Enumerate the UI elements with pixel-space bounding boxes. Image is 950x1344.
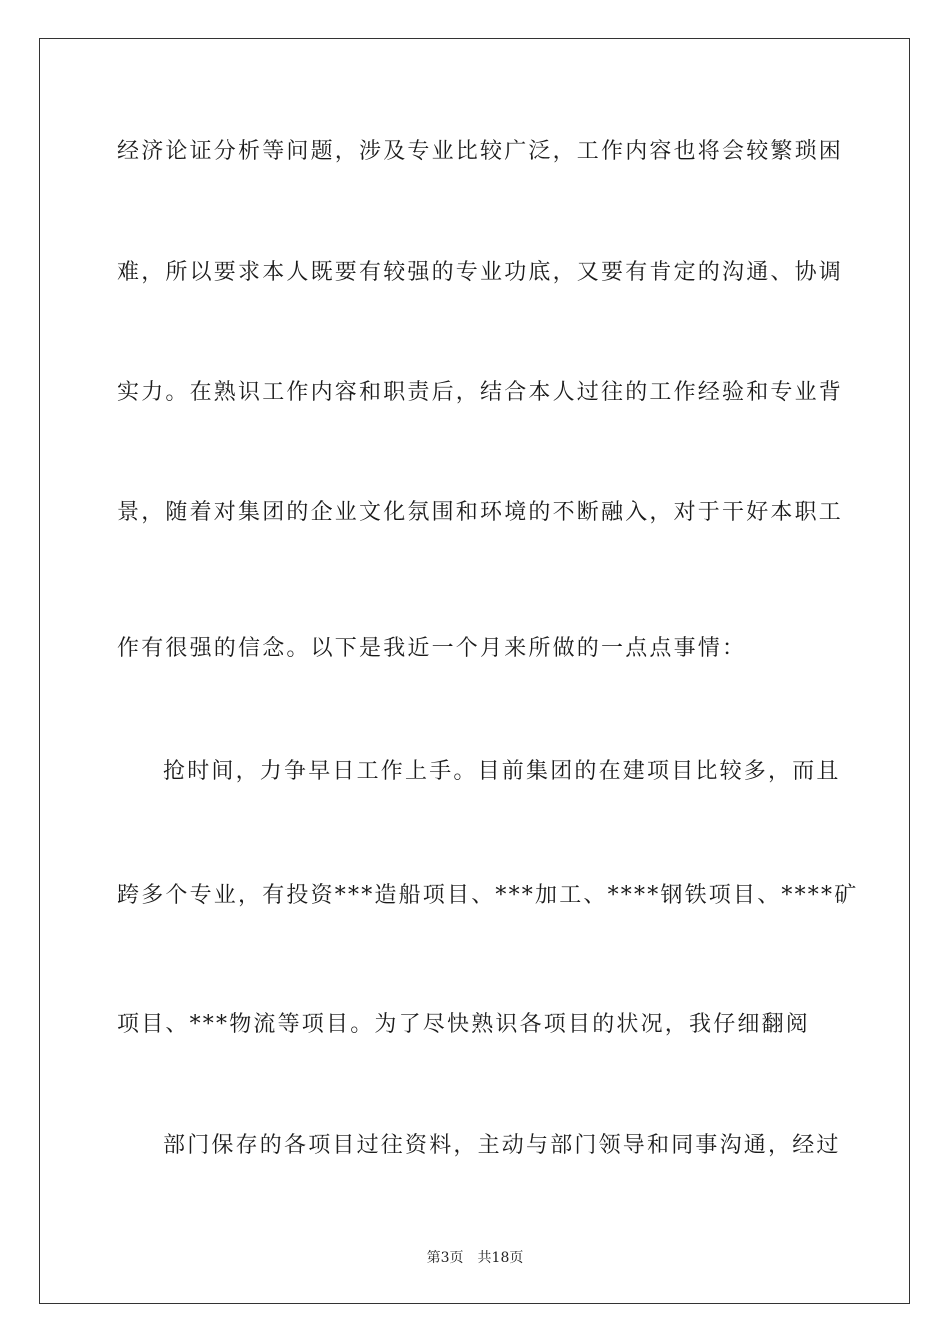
body-line-8: 项目、***物流等项目。为了尽快熟识各项目的状况，我仔细翻阅	[117, 1012, 811, 1037]
paragraph-start-line: 抢时间，力争早日工作上手。目前集团的在建项目比较多，而且	[163, 759, 841, 784]
page-border	[39, 38, 910, 1304]
body-line-4: 景，随着对集团的企业文化氛围和环境的不断融入，对于干好本职工	[117, 500, 844, 525]
body-line-3: 实力。在熟识工作内容和职责后，结合本人过往的工作经验和专业背	[117, 380, 844, 405]
body-line-2: 难，所以要求本人既要有较强的专业功底，又要有肯定的沟通、协调	[117, 260, 844, 285]
page-number: 第3页 共18页	[426, 1250, 524, 1266]
paragraph-continue-line: 部门保存的各项目过往资料，主动与部门领导和同事沟通，经过	[163, 1133, 841, 1158]
body-line-5: 作有很强的信念。以下是我近一个月来所做的一点点事情：	[117, 636, 747, 661]
body-line-7: 跨多个专业，有投资***造船项目、***加工、****钢铁项目、****矿	[117, 883, 859, 908]
body-line-1: 经济论证分析等问题，涉及专业比较广泛，工作内容也将会较繁琐困	[117, 139, 844, 164]
